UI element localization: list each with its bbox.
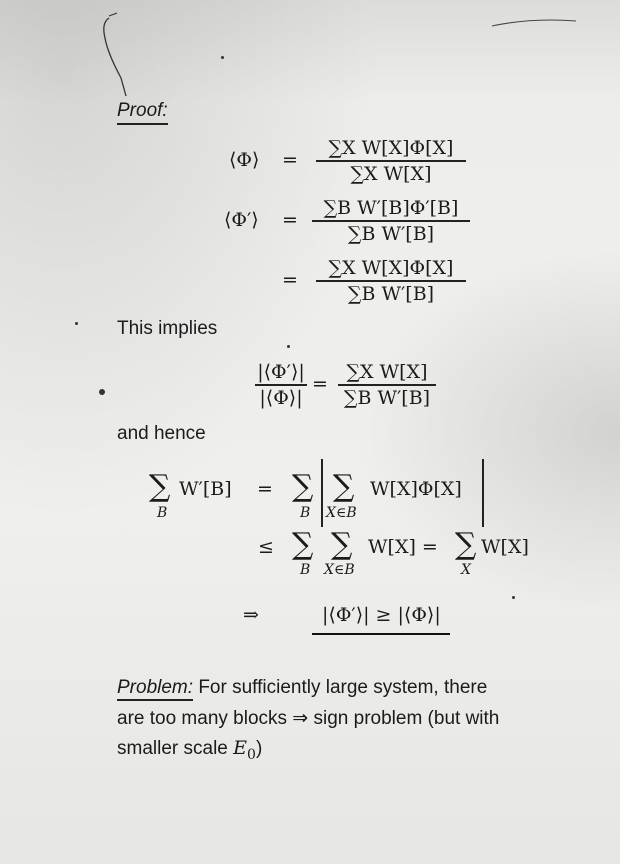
implies-arrow: ⇒ [243,604,259,626]
ratio-numerator: |⟨Φ′⟩| [257,361,305,383]
sigma-symbol: ∑ [455,527,477,562]
problem-text-1: For sufficiently large system, there [198,677,488,698]
abs-bar-right [482,459,484,527]
fraction-1-denominator: ∑X W[X] [350,162,432,185]
scan-speck [512,596,515,599]
abs-bar-left [321,459,323,527]
sum-lhs-term: W′[B] [179,478,232,500]
scan-speck [75,322,78,325]
sigma-symbol: ∑ [333,469,355,504]
scan-speck [287,345,290,348]
sigma-symbol: ∑ [292,527,314,562]
and-hence-text: and hence [117,423,206,444]
leq-sign: ≤ [258,536,274,558]
problem-text-3: smaller scale [117,738,228,759]
problem-close-paren: ) [255,738,263,759]
lhs-phi: ⟨Φ⟩ [229,149,260,171]
fraction-2 [312,196,470,246]
subscript-x: X [461,562,471,578]
scan-speck [221,56,224,59]
equals-sign: = [282,269,298,291]
equals-sign: = [282,209,298,231]
this-implies-text: This implies [117,318,218,339]
sigma-symbol: ∑ [331,527,353,562]
scan-speck [99,389,105,395]
sum-rhs-term-2: W[X] = [368,536,438,558]
result-underline [312,633,450,635]
pen-mark [95,8,135,103]
ratio-rhs-numerator: ∑X W[X] [346,361,428,383]
result-inequality: |⟨Φ′⟩| ≥ |⟨Φ⟩| [322,604,441,626]
subscript-b: B [157,505,168,521]
sigma-symbol: ∑ [292,469,314,504]
sigma-symbol: ∑ [149,469,171,504]
sum-rhs-term: W[X]Φ[X] [370,478,462,500]
e0-symbol: $E_0$ [233,737,256,763]
fraction-3 [316,256,466,306]
problem-line-2: are too many blocks ⇒ sign problem (but with [117,708,500,729]
equals-sign: = [312,373,328,395]
lhs-phi-prime: ⟨Φ′⟩ [224,209,259,231]
subscript-x-in-b: X∈B [324,562,355,578]
ratio-denominator: |⟨Φ⟩| [259,386,303,409]
problem-line-1 [117,677,487,699]
ratio-lhs-fraction [255,360,307,410]
fraction-1-numerator: ∑X W[X]Φ[X] [328,137,454,159]
problem-line-3 [117,737,262,763]
pen-mark [490,14,580,34]
fraction-2-denominator: ∑B W′[B] [347,222,435,245]
subscript-b: B [300,505,311,521]
subscript-x-in-b: X∈B [326,505,357,521]
equals-sign: = [257,478,273,500]
problem-label: Problem: [117,677,193,701]
equals-sign: = [282,149,298,171]
fraction-2-numerator: ∑B W′[B]Φ′[B] [323,197,459,219]
fraction-3-numerator: ∑X W[X]Φ[X] [328,257,454,279]
sum-rhs-term-3: W[X] [481,536,529,558]
proof-label: Proof: [117,100,168,125]
ratio-rhs-fraction [338,360,436,410]
ratio-rhs-denominator: ∑B W′[B] [343,386,431,409]
fraction-3-denominator: ∑B W′[B] [347,282,435,305]
fraction-1 [316,136,466,186]
subscript-b: B [300,562,311,578]
